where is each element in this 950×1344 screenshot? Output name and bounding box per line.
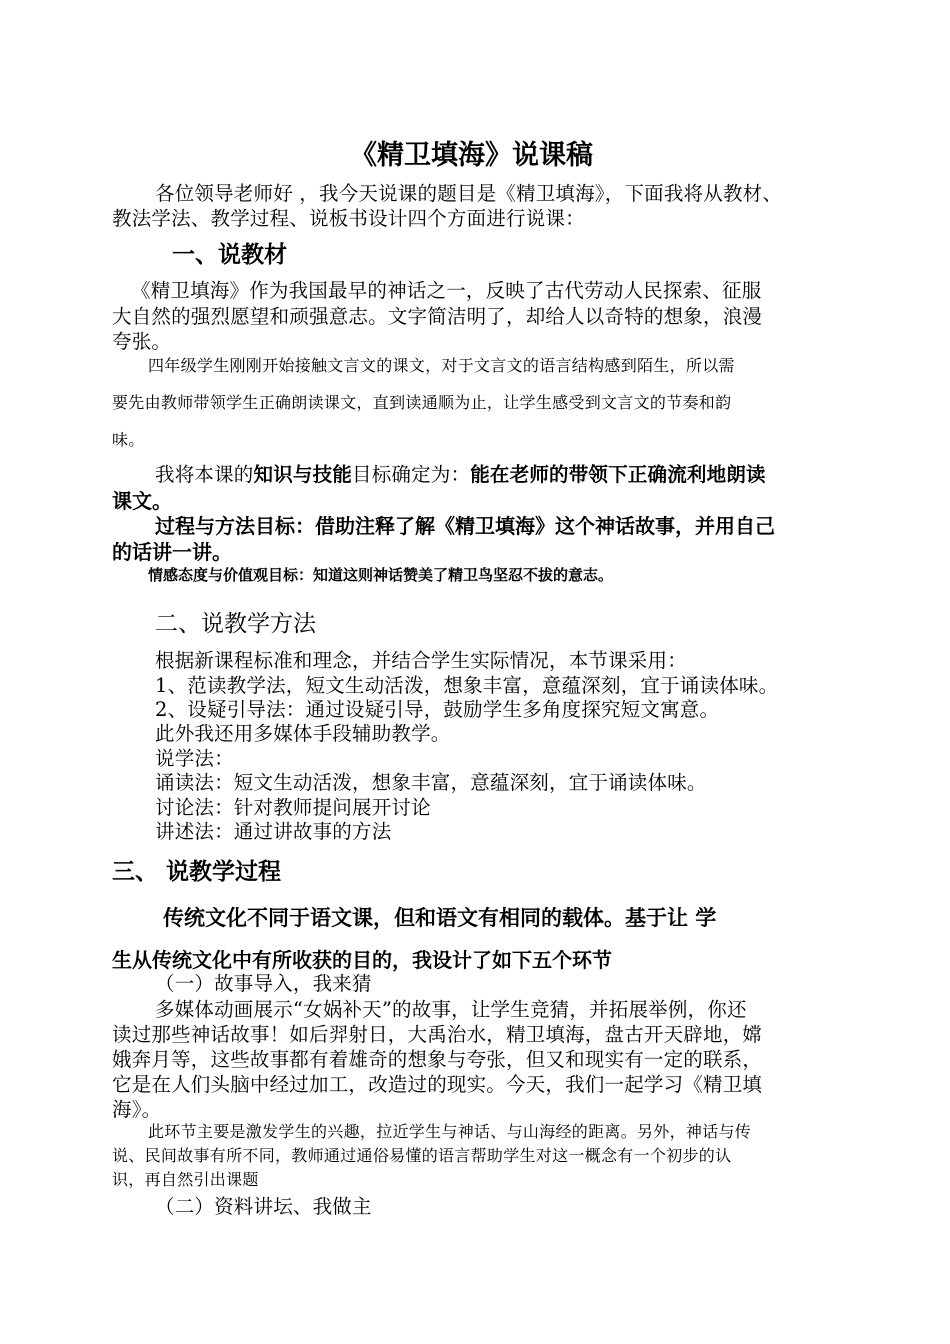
section2-heading: 二、说教学方法 <box>155 611 316 637</box>
section2-line: 说学法： <box>155 747 234 770</box>
goal1-line-2: 课文。 <box>112 489 172 513</box>
step1-para-line: 海》。 <box>112 1098 162 1121</box>
goal2-line-2: 的话讲一讲。 <box>112 540 232 564</box>
page-title: 《精卫填海》说课稿 <box>350 140 593 171</box>
section3-heading: 三、 说教学过程 <box>112 859 282 885</box>
section3-lead-line-2: 生从传统文化中有所收获的目的，我设计了如下五个环节 <box>112 948 612 972</box>
step1-para-line: 多媒体动画展示“女娲补天”的故事，让学生竞猜，并拓展举例，你还 <box>155 998 747 1021</box>
section1-para1-line: 夸张。 <box>112 330 172 353</box>
section1-para2-line: 味。 <box>112 430 145 449</box>
step1-para-line: 它是在人们头脑中经过加工，改造过的现实。今天，我们一起学习《精卫填 <box>112 1073 763 1096</box>
section1-para1-line: 大自然的强烈愿望和顽强意志。文字简洁明了，却给人以奇特的想象，浪漫 <box>112 305 763 328</box>
goal1-key: 知识与技能 <box>253 463 353 486</box>
step1-note-line: 此环节主要是激发学生的兴趣，拉近学生与神话、与山海经的距离。另外，神话与传 <box>148 1122 752 1141</box>
step1-para-line: 读过那些神话故事！如后羿射日，大禹治水，精卫填海，盘古开天辟地，嫦 <box>112 1023 763 1046</box>
section1-heading: 一、说教材 <box>172 242 287 268</box>
section1-para2-line: 要先由教师带领学生正确朗读课文，直到读通顺为止，让学生感受到文言文的节奏和韵 <box>112 393 732 412</box>
section2-line: 1、范读教学法，短文生动活泼，想象丰富，意蕴深刻，宜于诵读体味。 <box>155 674 779 697</box>
section2-line: 诵读法：短文生动活泼，想象丰富，意蕴深刻，宜于诵读体味。 <box>155 771 707 794</box>
goal2-line-1: 过程与方法目标：借助注释了解《精卫填海》这个神话故事，并用自己 <box>155 514 775 538</box>
goal1-mid: 目标确定为： <box>352 463 471 486</box>
section1-para2-line: 四年级学生刚刚开始接触文言文的课文，对于文言文的语言结构感到陌生，所以需 <box>148 356 735 375</box>
step1-title: （一）故事导入，我来猜 <box>155 972 372 995</box>
goal1-line-1 <box>155 459 766 487</box>
step2-title: （二）资料讲坛、我做主 <box>155 1195 372 1218</box>
step1-para-line: 娥奔月等，这些故事都有着雄奇的想象与夸张，但又和现实有一定的联系， <box>112 1048 763 1071</box>
intro-line-2: 教法学法、教学过程、说板书设计四个方面进行说课： <box>112 207 585 230</box>
goal3-line: 情感态度与价值观目标：知道这则神话赞美了精卫鸟坚忍不拔的意志。 <box>148 566 614 584</box>
section2-line: 此外我还用多媒体手段辅助教学。 <box>155 722 451 745</box>
step1-note-line: 说、民间故事有所不同，教师通过通俗易懂的语言帮助学生对这一概念有一个初步的认 <box>112 1146 732 1165</box>
section2-line: 根据新课程标准和理念，并结合学生实际情况，本节课采用： <box>155 649 687 672</box>
section2-line: 2、设疑引导法：通过设疑引导，鼓励学生多角度探究短文寓意。 <box>155 698 720 721</box>
section1-para1-line: 《精卫填海》作为我国最早的神话之一，反映了古代劳动人民探索、征服 <box>131 279 762 302</box>
intro-line-1: 各位领导老师好 ，我今天说课的题目是《精卫填海》，下面我将从教材、 <box>155 182 783 205</box>
goal1-bold: 能在老师的带领下正确流利地朗读 <box>470 463 766 486</box>
section2-line: 讨论法：针对教师提问展开讨论 <box>155 796 431 819</box>
section2-line: 讲述法：通过讲故事的方法 <box>155 820 392 843</box>
step1-note-line: 识，再自然引出课题 <box>112 1170 259 1189</box>
section3-lead-line-1: 传统文化不同于语文课，但和语文有相同的载体。基于让 学 <box>163 906 717 930</box>
goal1-prefix: 我将本课的 <box>155 463 254 486</box>
